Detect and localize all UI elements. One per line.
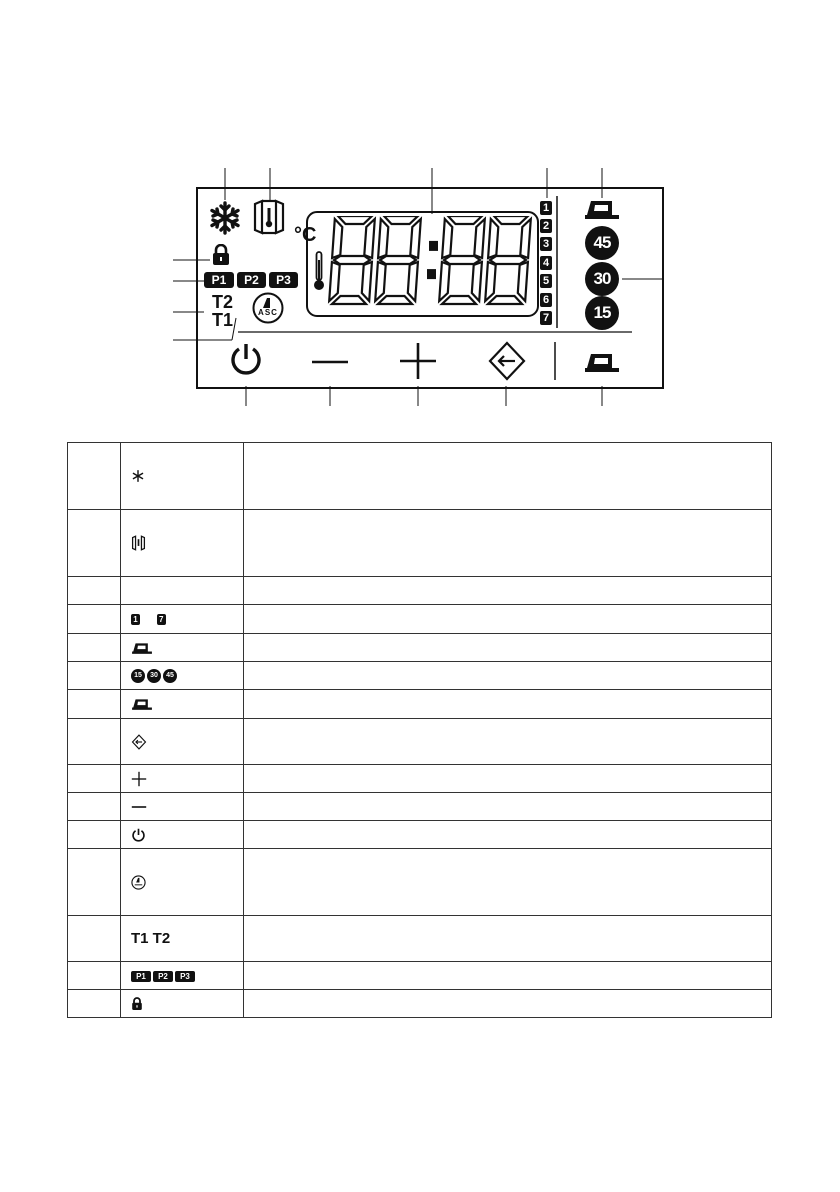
t1-label: T1 bbox=[212, 310, 234, 330]
row-description-cell bbox=[244, 990, 772, 1018]
clock-digit-3-segment-c bbox=[518, 262, 528, 301]
clock-display bbox=[327, 216, 537, 312]
t2-label: T2 bbox=[212, 292, 234, 312]
iron-icon bbox=[585, 354, 619, 372]
thermometer-icon bbox=[313, 250, 325, 292]
row-icon-cell bbox=[121, 821, 244, 849]
program-p2-icon: P2 bbox=[153, 971, 173, 982]
clock-digit-1-segment-g bbox=[380, 256, 416, 264]
minus-icon bbox=[131, 804, 147, 810]
plus-icon bbox=[400, 343, 436, 379]
day-7-icon: 7 bbox=[157, 614, 166, 625]
row-number-cell bbox=[68, 634, 121, 662]
row-description-cell bbox=[244, 765, 772, 793]
iron-button[interactable] bbox=[584, 350, 620, 374]
degree-unit: °C bbox=[294, 224, 317, 246]
clock-digit-3-segment-e bbox=[485, 262, 496, 301]
iron-icon bbox=[584, 197, 620, 221]
clock-digit-2-segment-g bbox=[444, 256, 480, 264]
power-icon bbox=[131, 827, 146, 843]
minus-button[interactable] bbox=[310, 352, 350, 372]
minute-indicator-45: 45 bbox=[585, 226, 619, 260]
table-row bbox=[68, 690, 772, 719]
row-description-cell bbox=[244, 510, 772, 577]
clock-digit-3-segment-a bbox=[494, 216, 528, 224]
program-box: P3 bbox=[269, 272, 298, 288]
clock-digit-2-segment-f bbox=[442, 219, 452, 258]
table-row bbox=[68, 990, 772, 1018]
asc-label: ASC bbox=[258, 308, 278, 317]
row-number-cell bbox=[68, 510, 121, 577]
clock-colon-dot bbox=[429, 241, 438, 251]
enter-icon bbox=[490, 343, 524, 379]
lock-icon bbox=[211, 244, 231, 266]
row-description-cell bbox=[244, 916, 772, 962]
door-thermometer-icon bbox=[252, 198, 286, 236]
row-icon-cell bbox=[121, 962, 244, 990]
clock-digit-2-segment-b bbox=[474, 219, 485, 258]
row-description-cell bbox=[244, 690, 772, 719]
snowflake-icon bbox=[208, 200, 242, 236]
row-number-cell bbox=[68, 765, 121, 793]
clock-digit-1-segment-c bbox=[408, 262, 418, 301]
clock-digit-0-segment-g bbox=[334, 256, 370, 264]
clock-digit-0-segment-e bbox=[329, 262, 340, 301]
day-indicator: 4 bbox=[540, 256, 552, 270]
row-number-cell bbox=[68, 662, 121, 690]
row-icon-cell bbox=[121, 634, 244, 662]
table-row bbox=[68, 510, 772, 577]
table-row bbox=[68, 443, 772, 510]
clock-digit-0-segment-a bbox=[338, 216, 372, 224]
display-panel bbox=[0, 0, 840, 420]
row-number-cell bbox=[68, 849, 121, 916]
iron-icon bbox=[131, 697, 153, 711]
clock-digit-1-segment-a bbox=[384, 216, 418, 224]
iron-icon bbox=[131, 641, 153, 655]
program-p1-icon: P1 bbox=[131, 971, 151, 982]
clock-digit-3-segment-b bbox=[520, 219, 531, 258]
row-icon-cell bbox=[121, 849, 244, 916]
table-row bbox=[68, 577, 772, 605]
minute-15-icon: 15 bbox=[131, 669, 145, 683]
row-icon-cell bbox=[121, 719, 244, 765]
row-icon-cell bbox=[121, 990, 244, 1018]
door-thermometer-icon bbox=[131, 535, 146, 551]
row-icon-cell bbox=[121, 690, 244, 719]
row-description-cell bbox=[244, 577, 772, 605]
day-indicator: 3 bbox=[540, 237, 552, 251]
clock-digit-2-segment-d bbox=[442, 296, 476, 304]
minute-30-icon: 30 bbox=[147, 669, 161, 683]
day-indicator: 7 bbox=[540, 311, 552, 325]
row-number-cell bbox=[68, 605, 121, 634]
row-description-cell bbox=[244, 662, 772, 690]
clock-digit-0-segment-b bbox=[364, 219, 375, 258]
enter-icon bbox=[131, 734, 147, 750]
row-icon-cell bbox=[121, 916, 244, 962]
asc-icon bbox=[252, 292, 284, 324]
table-row bbox=[68, 821, 772, 849]
snowflake-icon bbox=[131, 469, 145, 483]
clock-digit-3-segment-f bbox=[488, 219, 498, 258]
day-indicator: 5 bbox=[540, 274, 552, 288]
lock-icon bbox=[131, 997, 143, 1011]
table-row bbox=[68, 962, 772, 990]
day-indicator: 1 bbox=[540, 201, 552, 215]
day-1-icon: 1 bbox=[131, 614, 140, 625]
row-icon-cell bbox=[121, 443, 244, 510]
table-row bbox=[68, 634, 772, 662]
table-row bbox=[68, 849, 772, 916]
clock-digit-1-segment-e bbox=[375, 262, 386, 301]
program-p3-icon: P3 bbox=[175, 971, 195, 982]
day-indicator: 2 bbox=[540, 219, 552, 233]
table-row bbox=[68, 765, 772, 793]
row-number-cell bbox=[68, 443, 121, 510]
row-icon-cell bbox=[121, 793, 244, 821]
row-icon-cell bbox=[121, 510, 244, 577]
clock-digit-0-segment-f bbox=[332, 219, 342, 258]
row-description-cell bbox=[244, 962, 772, 990]
row-number-cell bbox=[68, 916, 121, 962]
row-description-cell bbox=[244, 849, 772, 916]
asc-icon bbox=[131, 875, 146, 890]
table-row bbox=[68, 605, 772, 634]
table-row bbox=[68, 916, 772, 962]
row-number-cell bbox=[68, 793, 121, 821]
row-description-cell bbox=[244, 719, 772, 765]
clock-digit-1-segment-d bbox=[378, 296, 412, 304]
row-number-cell bbox=[68, 821, 121, 849]
row-number-cell bbox=[68, 690, 121, 719]
clock-digit-1-segment-f bbox=[378, 219, 388, 258]
plus-icon bbox=[131, 771, 147, 787]
clock-digit-2-segment-e bbox=[439, 262, 450, 301]
enter-button[interactable] bbox=[487, 340, 527, 382]
row-description-cell bbox=[244, 605, 772, 634]
t1-t2-icon: T1 T2 bbox=[131, 930, 171, 947]
row-icon-cell bbox=[121, 605, 244, 634]
clock-digit-1-segment-b bbox=[410, 219, 421, 258]
row-description-cell bbox=[244, 634, 772, 662]
day-indicator: 6 bbox=[540, 293, 552, 307]
row-number-cell bbox=[68, 990, 121, 1018]
table-row bbox=[68, 662, 772, 690]
row-number-cell bbox=[68, 577, 121, 605]
minute-45-icon: 45 bbox=[163, 669, 177, 683]
clock-digit-3-segment-g bbox=[490, 256, 526, 264]
clock-digit-2-segment-a bbox=[448, 216, 482, 224]
row-number-cell bbox=[68, 719, 121, 765]
row-icon-cell bbox=[121, 577, 244, 605]
power-button[interactable] bbox=[228, 340, 264, 378]
plus-button[interactable] bbox=[398, 341, 438, 381]
row-description-cell bbox=[244, 821, 772, 849]
clock-digit-0-segment-d bbox=[332, 296, 366, 304]
row-icon-cell bbox=[121, 662, 244, 690]
program-box: P1 bbox=[204, 272, 234, 288]
minute-indicator-15: 15 bbox=[585, 296, 619, 330]
program-box: P2 bbox=[237, 272, 266, 288]
row-description-cell bbox=[244, 443, 772, 510]
legend-table bbox=[67, 442, 772, 1018]
row-description-cell bbox=[244, 793, 772, 821]
table-row bbox=[68, 719, 772, 765]
clock-digit-0-segment-c bbox=[362, 262, 372, 301]
row-icon-cell bbox=[121, 765, 244, 793]
table-row bbox=[68, 793, 772, 821]
row-number-cell bbox=[68, 962, 121, 990]
clock-digit-2-segment-c bbox=[472, 262, 482, 301]
clock-digit-3-segment-d bbox=[488, 296, 522, 304]
minute-indicator-30: 30 bbox=[585, 262, 619, 296]
clock-colon-dot bbox=[427, 269, 436, 279]
